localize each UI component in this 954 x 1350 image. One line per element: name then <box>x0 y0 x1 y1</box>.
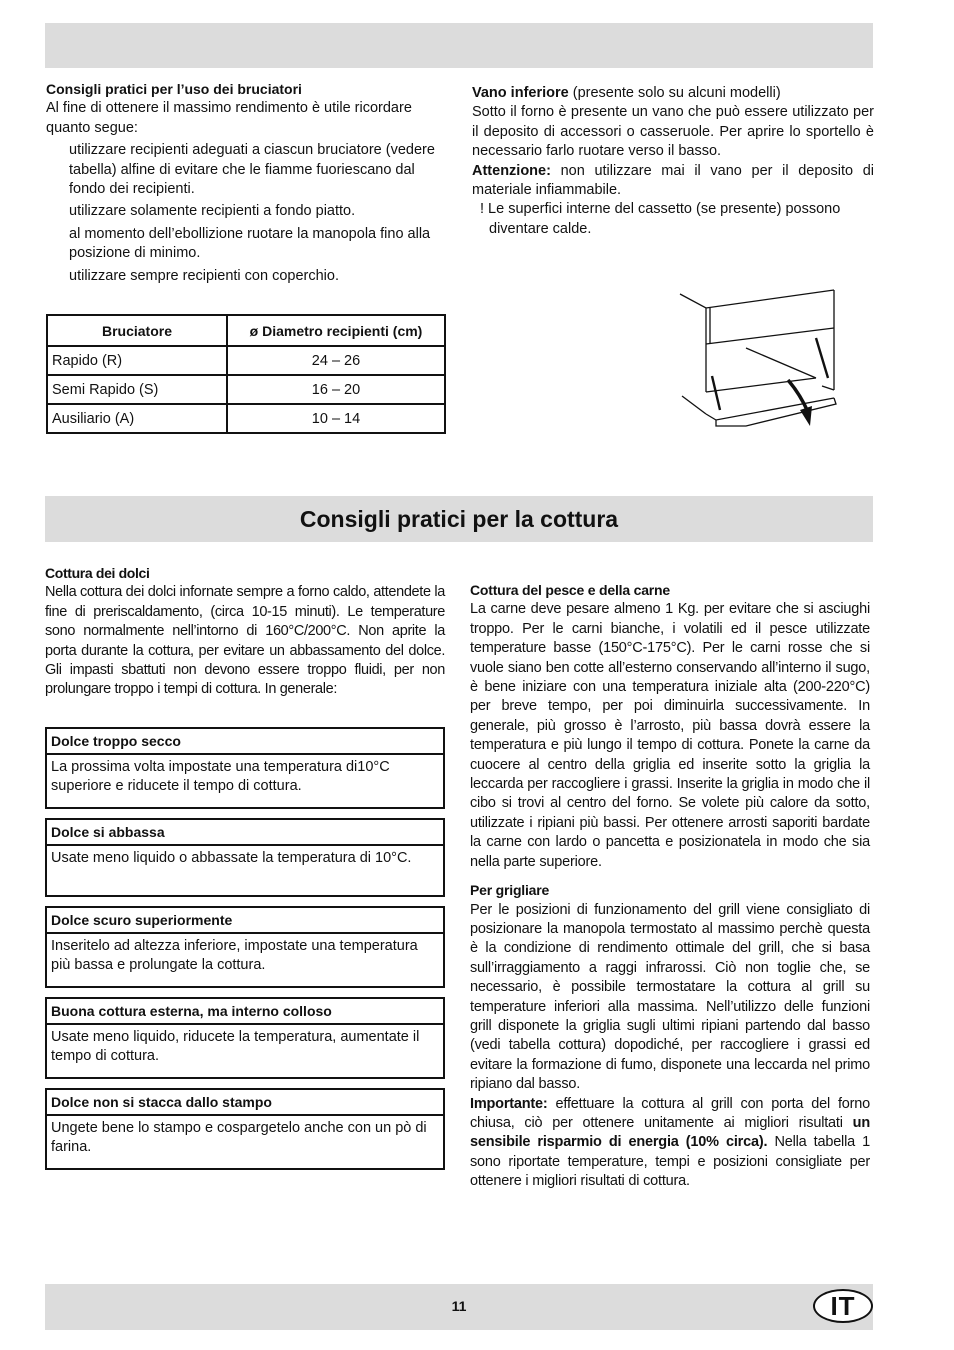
burner-tips-intro: Al fine di ottenere il massimo rendimento è utile ricordare quanto segue: <box>46 100 412 136</box>
table-header-burner: Bruciatore <box>47 315 227 346</box>
important-bold-text: un sensibile risparmio di energia (10% circa). <box>470 1114 870 1151</box>
meat-grill-section <box>470 581 870 1192</box>
cakes-section <box>45 564 445 700</box>
arrow-down-icon <box>788 380 808 412</box>
table-cell-burner: Ausiliario (A) <box>47 404 227 433</box>
grill-title: Per grigliare <box>470 882 550 899</box>
table-row <box>47 375 445 404</box>
tip-box <box>45 906 445 988</box>
compartment-heading <box>472 84 874 103</box>
important-tail-text: Nella tabella 1 sono riportate temperature, tempi e posizioni consigliate per ottenere i migliori risultati di cottura. <box>470 1134 870 1190</box>
language-badge: IT <box>813 1289 873 1323</box>
tip-text: Usate meno liquido o abbassate la temperatura di 10°C. <box>51 850 412 866</box>
burner-tip-item: utilizzare solamente recipienti a fondo piatto. <box>69 203 356 220</box>
tip-box <box>45 997 445 1079</box>
table-row <box>47 346 445 375</box>
burner-tip-item: utilizzare recipienti adeguati a ciascun bruciatore (vedere tabella) alfine di evitare che le fiamme fuoriescano dal fondo dei recipienti. <box>69 142 435 198</box>
burner-tips-title: Consigli pratici per l’uso dei bruciatori <box>46 81 302 97</box>
tip-text: La prossima volta impostate una temperatura di10°C superiore e riducete il tempo di cottura. <box>51 759 390 795</box>
table-cell-diameter: 10 – 14 <box>227 404 445 433</box>
header-band <box>45 23 873 68</box>
tip-text: Inseritelo ad altezza inferiore, impostate una temperatura più bassa e prolungate la cottura. <box>51 938 418 974</box>
section-title: Consigli pratici per la cottura <box>299 505 619 532</box>
table-cell-diameter: 24 – 26 <box>227 346 445 375</box>
compartment-note: ! Le superfici interne del cassetto (se presente) possono diventare calde. <box>480 201 841 237</box>
table-cell-burner: Rapido (R) <box>47 346 227 375</box>
burner-diameter-table <box>46 314 446 434</box>
warning-label: Attenzione: <box>472 162 551 179</box>
table-cell-burner: Semi Rapido (S) <box>47 375 227 404</box>
important-text: effettuare la cottura al grill con porta del forno chiusa, ciò per ottenere unitamente ai migliori risultati <box>470 1095 870 1131</box>
tip-title: Dolce scuro superiormente <box>47 908 443 934</box>
important-label: Importante: <box>470 1095 548 1112</box>
tip-text: Usate meno liquido, riducete la temperatura, aumentate il tempo di cottura. <box>51 1029 420 1065</box>
table-cell-diameter: 16 – 20 <box>227 375 445 404</box>
tip-box <box>45 727 445 809</box>
tip-title: Buona cottura esterna, ma interno colloso <box>47 999 443 1025</box>
cakes-text: Nella cottura dei dolci infornate sempre a forno caldo, attendete la fine di preriscaldamento, (circa 10-15 minuti). Le temperature sono normalmente nell’intorno di 160°C/200°C. Non aprite la porta durante la cottura, per evitare un abbassamento del dolce. Gli impasti sbattuti non devono essere troppo fluidi, per non prolungare troppo i tempi di cottura. In generale: <box>45 584 445 698</box>
meat-title: Cottura del pesce e della carne <box>470 582 670 598</box>
oven-drawer-illustration <box>676 286 846 432</box>
burner-tip-item: al momento dell’ebollizione ruotare la manopola fino alla posizione di minimo. <box>69 225 431 262</box>
meat-text: La carne deve pesare almeno 1 Kg. per evitare che si asciughi troppo. Per le carni bianche, i volatili ed il pesce utilizzate temperature basse (150°C-175°C). Per le carni rosse che si vuole siano ben cotte all’esterno conservando all’interno il sugo, è bene iniziare con una temperatura iniziale alta (200-220°C) per breve tempo, per poi diminuirla successivamente. In generale, più grosso è l’arrosto, più bassa dovrà essere la temperatura e più lungo il tempo di cottura. Ponete la carne da cuocere al centro della griglia ed inserite sotto la griglia la leccarda per raccogliere i grassi. Inserite la griglia in modo che il cibo si trovi al centro del forno. Se volete più calore da sotto, utilizzate i ripiani più bassi. Per ottenere arrosti saporiti bardate la carne con lardo o pancetta e posizionatela in modo che sia nella parte superiore. <box>470 601 870 870</box>
tip-title: Dolce troppo secco <box>47 729 443 755</box>
compartment-warning <box>472 162 874 201</box>
warning-text: non utilizzare mai il vano per il deposito di materiale infiammabile. <box>472 162 874 199</box>
compartment-title-note: (presente solo su alcuni modelli) <box>572 85 781 101</box>
tip-text: Ungete bene lo stampo e cospargetelo anche con un pò di farina. <box>51 1120 427 1156</box>
tip-title: Dolce non si stacca dallo stampo <box>47 1090 443 1116</box>
table-header-diameter: ø Diametro recipienti (cm) <box>227 315 445 346</box>
table-row <box>47 404 445 433</box>
grill-text: Per le posizioni di funzionamento del grill viene consigliato di posizionare la manopola termostato al massimo perchè questa è la condizione di rendimento ottimale del grill, che si basa sull’irraggiamento a raggi infrarossi. Ciò non toglie che, se necessario, è possibile termostatare la cottura al grill su temperature inferiori alla massima. Nell’utilizzo delle funzioni grill disponete la griglia sugli ultimi ripiani partendo dal basso (vedi tabella cottura) dopodiché, per raccogliere i grassi ed evitare la formazione di fumo, disponete una leccarda nel primo ripiano dal basso. <box>470 901 870 1093</box>
page-number: 11 <box>451 1298 467 1314</box>
tip-box <box>45 818 445 897</box>
footer-band <box>45 1284 873 1330</box>
compartment-title: Vano inferiore <box>472 85 569 101</box>
section-title-band <box>45 496 873 542</box>
lower-compartment-section <box>472 84 874 239</box>
compartment-text: Sotto il forno è presente un vano che può essere utilizzato per il deposito di accessori o casseruole. Per aprire lo sportello è necessario farlo ruotare verso il basso. <box>472 104 874 160</box>
tip-title: Dolce si abbassa <box>47 820 443 846</box>
grill-important <box>470 1095 870 1192</box>
burner-tips-section <box>46 80 445 286</box>
burner-tip-item: utilizzare sempre recipienti con coperchio. <box>69 267 339 284</box>
cakes-title: Cottura dei dolci <box>45 565 150 581</box>
tip-box <box>45 1088 445 1170</box>
table-header-row <box>47 315 445 346</box>
